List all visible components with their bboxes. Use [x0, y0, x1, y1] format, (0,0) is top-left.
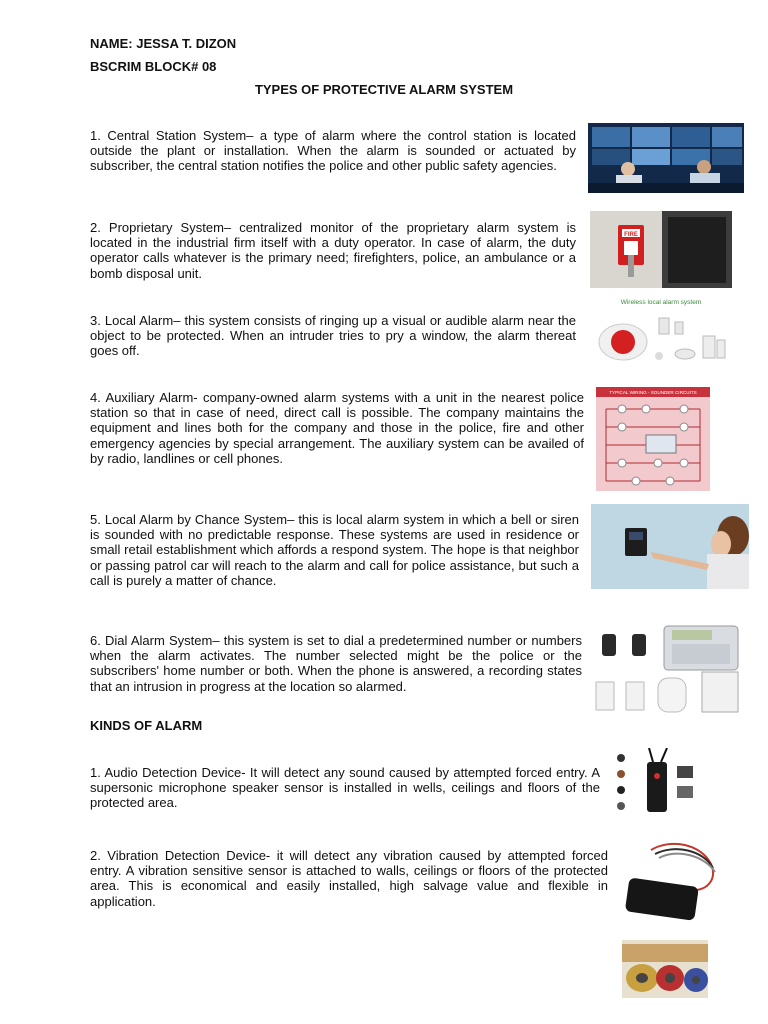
- type-6-text: 6. Dial Alarm System– this system is set to dial a predetermined number or numbers when the alarm activates. The number selected might be the police or the subscribers' home number or both. When the phone is answered, a recording states that an intrusion in progress at the location so alarmed.: [90, 633, 582, 694]
- vibration-sensor-photo: [621, 838, 723, 923]
- svg-text:TYPICAL WIRING - SOUNDER CIRCU: TYPICAL WIRING - SOUNDER CIRCUITS: [609, 390, 697, 395]
- type-5-text: 5. Local Alarm by Chance System– this is local alarm system in which a bell or siren is sounded with no predictable response. These systems are used in residence or small retail establishment which affords a respond system. The hope is that neighbor or passing patrol car will reach to the alarm and call for police assistance, but such a call is purely a matter of chance.: [90, 512, 579, 588]
- type-3-text: 3. Local Alarm– this system consists of ringing up a visual or audible alarm near the object to be protected. When an intruder tries to pry a window, the alarm thereat goes off.: [90, 313, 576, 359]
- control-room-photo: [588, 123, 744, 193]
- type-2-text: 2. Proprietary System– centralized monitor of the proprietary alarm system is located in the industrial firm itself with a duty operator. In case of alarm, the duty operator calls whatever is the primary need; firefighters, police, an ambulance or a bomb disposal unit.: [90, 220, 576, 281]
- svg-text:Wireless local alarm system: Wireless local alarm system: [620, 299, 702, 306]
- kind-2-text: 2. Vibration Detection Device- it will detect any vibration caused by attempted forced entry. A vibration sensitive sensor is attached to walls, ceilings or floors of the protected area. This is economical and easily installed, high salvage value and flexible in application.: [90, 848, 608, 909]
- wireless-alarm-photo: [593, 296, 729, 368]
- kind-1-text: 1. Audio Detection Device- It will detect any sound caused by attempted forced entry. A supersonic microphone speaker sensor is installed in wells, ceilings and floors of the protected area.: [90, 765, 600, 811]
- document-title: TYPES OF PROTECTIVE ALARM SYSTEM: [254, 82, 514, 97]
- fire-alarm-photo: [590, 211, 732, 288]
- wire-spools-photo: [622, 940, 708, 998]
- kinds-heading: KINDS OF ALARM: [90, 718, 203, 733]
- student-name: NAME: JESSA T. DIZON: [90, 36, 237, 51]
- dialer-kit-photo: [592, 620, 752, 716]
- wiring-diagram-photo: [596, 387, 710, 491]
- student-block: BSCRIM BLOCK# 08: [90, 59, 217, 74]
- audio-detector-photo: [613, 748, 701, 816]
- type-4-text: 4. Auxiliary Alarm- company-owned alarm systems with a unit in the nearest police station so that in case of need, direct call is possible. The company maintains the equipment and lines both for the company and those in the police, fire and other emergency agencies by special arrangement. The auxiliary system can be availed of by radio, landlines or cell phones.: [90, 390, 584, 466]
- svg-text:FIRE: FIRE: [624, 232, 638, 238]
- type-1-text: 1. Central Station System– a type of alarm where the control station is located outside the plant or installation. When the alarm is sounded or actuated by subscriber, the central station notifies the police and other public safety agencies.: [90, 128, 576, 174]
- keypad-woman-photo: [591, 504, 749, 589]
